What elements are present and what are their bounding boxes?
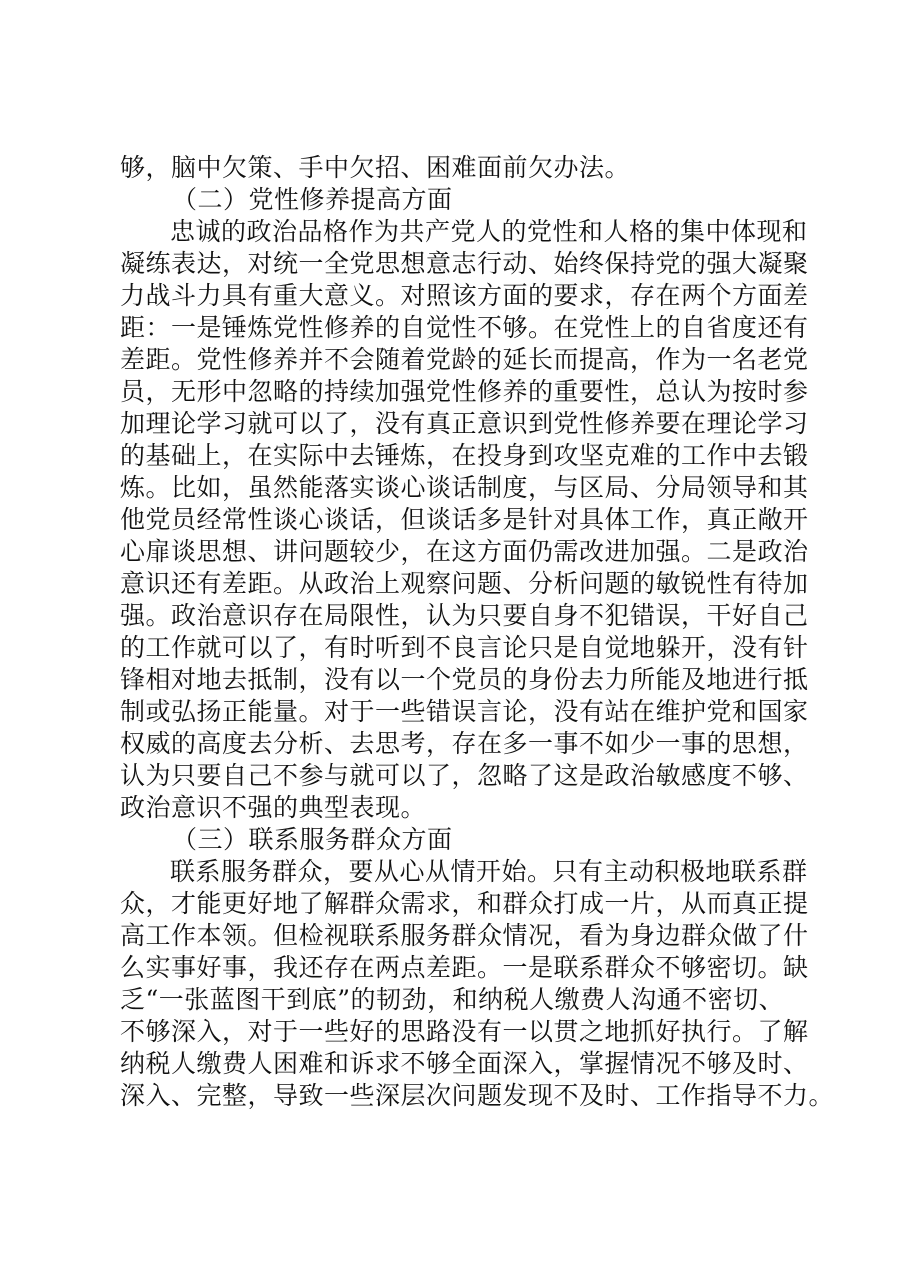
body-text-line: 距：一是锤炼党性修养的自觉性不够。在党性上的自省度还有 <box>120 313 809 342</box>
body-text-line: 员，无形中忽略的持续加强党性修养的重要性，总认为按时参 <box>120 377 809 406</box>
paragraph-first-line: 联系服务群众，要从心从情开始。只有主动积极地联系群 <box>170 857 808 886</box>
body-text-line: 力战斗力具有重大意义。对照该方面的要求，存在两个方面差 <box>120 281 809 310</box>
body-text-line: 权威的高度去分析、去思考，存在多一事不如少一事的思想， <box>120 729 809 758</box>
body-text-line: 凝练表达，对统一全党思想意志行动、始终保持党的强大凝聚 <box>120 249 809 278</box>
section-heading: （二）党性修养提高方面 <box>172 185 453 214</box>
body-text-line: 强。政治意识存在局限性，认为只要自身不犯错误，干好自己 <box>120 601 809 630</box>
body-text-line: 么实事好事，我还存在两点差距。一是联系群众不够密切。缺 <box>120 953 809 982</box>
body-text-line: 制或弘扬正能量。对于一些错误言论，没有站在维护党和国家 <box>120 697 809 726</box>
body-text-line: 的工作就可以了，有时听到不良言论只是自觉地躲开，没有针 <box>120 633 809 662</box>
body-text-line: 乏“一张蓝图干到底”的韧劲，和纳税人缴费人沟通不密切、 <box>120 985 785 1014</box>
body-text-line: 众，才能更好地了解群众需求，和群众打成一片，从而真正提 <box>120 889 809 918</box>
body-text-line: 加理论学习就可以了，没有真正意识到党性修养要在理论学习 <box>120 409 809 438</box>
body-text-line: 心扉谈思想、讲问题较少，在这方面仍需改进加强。二是政治 <box>120 537 809 566</box>
paragraph-first-line: 忠诚的政治品格作为共产党人的党性和人格的集中体现和 <box>170 217 808 246</box>
body-text-line: 意识还有差距。从政治上观察问题、分析问题的敏锐性有待加 <box>120 569 809 598</box>
body-text-line: 深入、完整，导致一些深层次问题发现不及时、工作指导不力。 <box>120 1081 835 1110</box>
body-text-line: 政治意识不强的典型表现。 <box>120 793 427 822</box>
body-text-line: 锋相对地去抵制，没有以一个党员的身份去力所能及地进行抵 <box>120 665 809 694</box>
body-text-line: 他党员经常性谈心谈话，但谈话多是针对具体工作，真正敞开 <box>120 505 809 534</box>
body-text-line: 的基础上，在实际中去锤炼，在投身到攻坚克难的工作中去锻 <box>120 441 809 470</box>
section-heading: （三）联系服务群众方面 <box>172 825 453 854</box>
body-text-line: 认为只要自己不参与就可以了，忽略了这是政治敏感度不够、 <box>120 761 809 790</box>
body-text-line: 够，脑中欠策、手中欠招、困难面前欠办法。 <box>120 153 631 182</box>
body-text-line: 炼。比如，虽然能落实谈心谈话制度，与区局、分局领导和其 <box>120 473 809 502</box>
body-text-line: 高工作本领。但检视联系服务群众情况，看为身边群众做了什 <box>120 921 809 950</box>
body-text-line: 不够深入，对于一些好的思路没有一以贯之地抓好执行。了解 <box>120 1017 809 1046</box>
body-text-line: 纳税人缴费人困难和诉求不够全面深入，掌握情况不够及时、 <box>120 1049 809 1078</box>
body-text-line: 差距。党性修养并不会随着党龄的延长而提高，作为一名老党 <box>120 345 809 374</box>
